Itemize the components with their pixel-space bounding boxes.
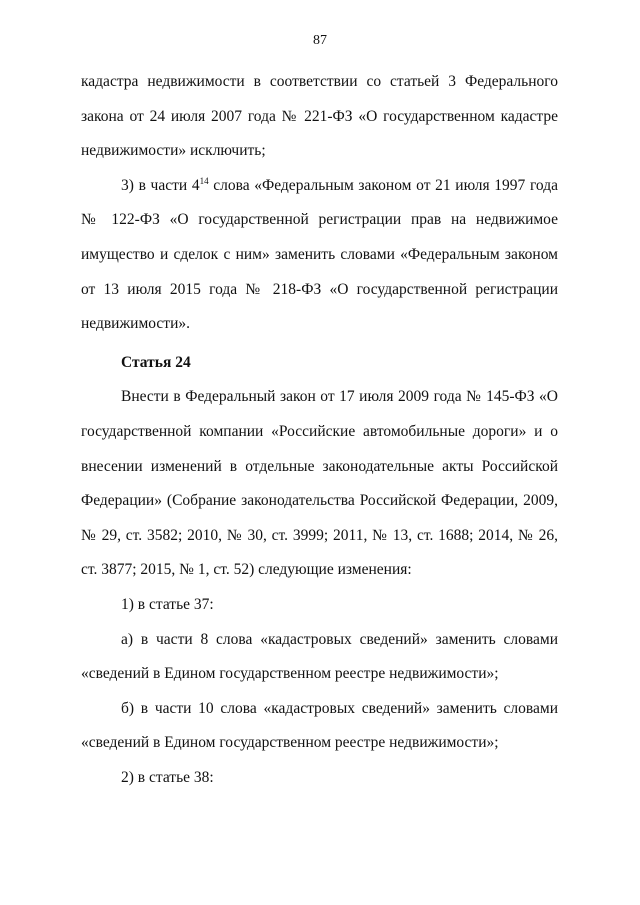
list-item-1b: б) в части 10 слова «кадастровых сведений» заменить словами «сведений в Едином государственном реестре недвижимости»; [81,699,558,752]
item-3-prefix: 3) в части 4 [121,176,200,194]
article-intro-paragraph: Внести в Федеральный закон от 17 июля 2009 года № 145-ФЗ «О государственной компании «Российские автомобильные дороги» и о внесении изменений в отдельные законодательные акты Российской Федерации» (Собрание законодательства Российской Федерации, 2009, № 29, ст. 3582; 2010, № 30, ст. 3999; 2011, № 13, ст. 1688; 2014, № 26, ст. 3877; 2015, № 1, ст. 52) следующие изменения: [81,388,558,579]
list-item-1: 1) в статье 37: [121,595,214,613]
list-item-1a: а) в части 8 слова «кадастровых сведений» заменить словами «сведений в Едином государственном реестре недвижимости»; [81,630,558,683]
superscript-14: 14 [199,175,209,186]
paragraph-item-3 [81,169,558,342]
list-item-2: 2) в статье 38: [121,768,214,786]
page-number: 87 [313,33,327,48]
item-3-text: слова «Федеральным законом от 21 июля 1997 года № 122-ФЗ «О государственной регистрации прав на недвижимое имущество и сделок с ним» заменить словами «Федеральным законом от 13 июля 2015 года № 218-ФЗ «О государственной регистрации недвижимости». [81,176,558,333]
paragraph-continuation: кадастра недвижимости в соответствии со статьей 3 Федерального закона от 24 июля 2007 года № 221-ФЗ «О государственном кадастре недвижимости» исключить; [81,73,558,160]
article-heading: Статья 24 [121,353,191,371]
document-body [81,65,558,795]
